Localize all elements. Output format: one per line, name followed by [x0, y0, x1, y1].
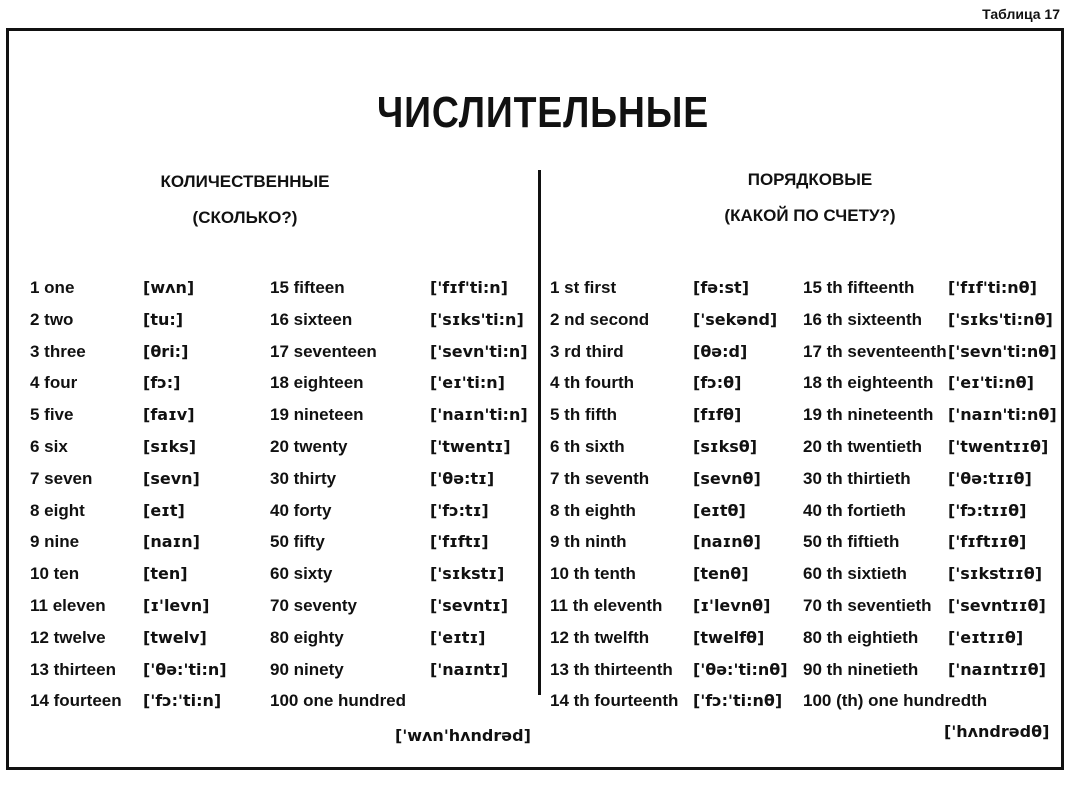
ordinal-left-transcription: ['θə:'ti:nθ] [693, 659, 788, 679]
ordinal-left-transcription: [eɪtθ] [693, 500, 746, 520]
ordinal-right-transcription: ['naɪntɪɪθ] [948, 659, 1046, 679]
cardinal-left-numeral: 14 fourteen [30, 691, 122, 711]
ordinal-right-numeral: 18 th eighteenth [803, 373, 934, 393]
cardinal-right-transcription: ['naɪntɪ] [430, 659, 509, 679]
ordinal-question: (КАКОЙ ПО СЧЕТУ?) [724, 206, 896, 225]
cardinal-left-transcription: [ɪ'levn] [143, 596, 210, 615]
ordinal-left-transcription: [fɔ:θ] [693, 373, 742, 393]
ordinal-left-transcription: [ɪ'levnθ] [693, 596, 771, 615]
cardinal-right-numeral: 15 fifteen [270, 278, 345, 297]
ordinal-left-transcription: ['fɔ:'ti:nθ] [693, 691, 783, 711]
ordinal-right-numeral: 19 th nineteenth [803, 405, 934, 425]
ordinal-left-numeral: 12 th twelfth [550, 627, 650, 647]
cardinal-left-transcription: ['θə:'ti:n] [143, 659, 227, 679]
ordinal-right-numeral: 100 (th) one hundredth [803, 691, 988, 711]
ordinal-left-numeral: 14 th fourteenth [550, 691, 679, 711]
page-title: ЧИСЛИТЕЛЬНЫЕ [376, 88, 710, 137]
cardinal-right-numeral: 40 forty [270, 500, 332, 520]
cardinal-right-transcription: ['fɪftɪ] [430, 532, 489, 552]
cardinal-left-numeral: 1 one [30, 278, 75, 297]
ordinal-left-numeral: 4 th fourth [550, 373, 635, 393]
ordinal-left-numeral: 7 th seventh [550, 468, 650, 488]
cardinal-left-transcription: [twelv] [143, 627, 207, 647]
ordinal-left-numeral: 10 th tenth [550, 564, 636, 584]
table-row [0, 437, 1086, 469]
hundred-transcription: ['wʌn'hʌndrəd] [395, 726, 531, 745]
cardinal-right-numeral: 18 eighteen [270, 373, 364, 393]
cardinal-right-numeral: 80 eighty [270, 627, 344, 647]
ordinal-left-numeral: 1 st first [550, 278, 617, 297]
cardinal-left-numeral: 13 thirteen [30, 659, 116, 679]
ordinal-left-numeral: 9 th ninth [550, 532, 627, 552]
cardinal-right-transcription: ['twentɪ] [430, 437, 511, 456]
cardinal-right-transcription: ['fɔ:tɪ] [430, 500, 489, 520]
table-number: Таблица 17 [982, 6, 1060, 22]
ordinal-left-numeral: 13 th thirteenth [550, 659, 673, 679]
ordinal-right-numeral: 16 th sixteenth [803, 309, 923, 329]
cardinal-left-numeral: 10 ten [30, 564, 80, 584]
ordinal-right-transcription: ['θə:tɪɪθ] [948, 468, 1032, 488]
cardinal-right-numeral: 100 one hundred [270, 691, 407, 711]
ordinal-left-transcription: [fə:st] [693, 278, 750, 297]
cardinal-left-transcription: [tu:] [143, 309, 184, 329]
ordinal-left-transcription: [sɪksθ] [693, 437, 758, 456]
ordinal-left-numeral: 2 nd second [550, 309, 650, 329]
table-row [0, 501, 1086, 533]
cardinal-heading: КОЛИЧЕСТВЕННЫЕ [160, 172, 330, 191]
cardinal-left-numeral: 5 five [30, 405, 74, 425]
ordinal-right-numeral: 90 th ninetieth [803, 659, 919, 679]
ordinal-right-transcription: ['eɪ'ti:nθ] [948, 373, 1034, 393]
ordinal-left-transcription: [θə:d] [693, 341, 748, 361]
cardinal-left-numeral: 4 four [30, 373, 78, 393]
cardinal-right-transcription: ['sɪkstɪ] [430, 564, 505, 584]
ordinal-right-transcription: ['fɪftɪɪθ] [948, 532, 1027, 552]
ordinal-right-transcription: ['sɪkstɪɪθ] [948, 564, 1043, 584]
cardinal-left-transcription: [faɪv] [143, 405, 195, 425]
ordinal-left-transcription: [fɪfθ] [693, 405, 742, 425]
cardinal-left-transcription: [sɪks] [143, 437, 197, 456]
cardinal-right-numeral: 50 fifty [270, 532, 325, 552]
ordinal-left-numeral: 3 rd third [550, 341, 624, 361]
table-row [0, 660, 1086, 692]
ordinal-right-numeral: 40 th fortieth [803, 500, 906, 520]
ordinal-right-transcription: ['twentɪɪθ] [948, 437, 1049, 456]
cardinal-right-transcription: ['eɪtɪ] [430, 627, 486, 647]
cardinal-right-numeral: 90 ninety [270, 659, 344, 679]
cardinal-left-transcription: [wʌn] [143, 278, 195, 297]
table-row [0, 691, 1086, 723]
ordinal-right-numeral: 17 th seventeenth [803, 341, 947, 361]
ordinal-right-transcription: ['sevntɪɪθ] [948, 596, 1046, 615]
cardinal-left-numeral: 8 eight [30, 500, 85, 520]
cardinal-left-numeral: 3 three [30, 341, 86, 361]
cardinal-right-numeral: 60 sixty [270, 564, 333, 584]
cardinal-left-numeral: 6 six [30, 437, 68, 456]
table-row [0, 469, 1086, 501]
cardinal-left-numeral: 7 seven [30, 468, 93, 488]
table-row [0, 628, 1086, 660]
cardinal-left-transcription: [naɪn] [143, 532, 200, 552]
cardinal-right-transcription: ['naɪn'ti:n] [430, 405, 528, 425]
cardinal-left-numeral: 9 nine [30, 532, 80, 552]
cardinal-left-transcription: [sevn] [143, 468, 200, 488]
ordinal-right-numeral: 30 th thirtieth [803, 468, 911, 488]
ordinal-right-numeral: 50 th fiftieth [803, 532, 900, 552]
ordinal-right-numeral: 15 th fifteenth [803, 278, 915, 297]
ordinal-left-transcription: ['sekənd] [693, 309, 778, 329]
cardinal-right-transcription: ['θə:tɪ] [430, 468, 495, 488]
table-row [0, 342, 1086, 374]
cardinal-left-transcription: ['fɔ:'ti:n] [143, 691, 222, 711]
ordinal-right-transcription: ['fɔ:tɪɪθ] [948, 500, 1027, 520]
cardinal-right-transcription: ['eɪ'ti:n] [430, 373, 505, 393]
ordinal-left-numeral: 8 th eighth [550, 500, 636, 520]
cardinal-right-numeral: 19 nineteen [270, 405, 364, 425]
ordinal-right-numeral: 20 th twentieth [803, 437, 923, 456]
ordinal-right-transcription: ['naɪn'ti:nθ] [948, 405, 1057, 425]
table-row [0, 310, 1086, 342]
ordinal-right-transcription: ['sevn'ti:nθ] [948, 341, 1057, 361]
table-row [0, 373, 1086, 405]
cardinal-right-transcription: ['sevntɪ] [430, 596, 509, 615]
cardinal-left-numeral: 2 two [30, 309, 74, 329]
ordinal-left-numeral: 5 th fifth [550, 405, 618, 425]
cardinal-left-transcription: [θri:] [143, 341, 189, 361]
ordinal-left-transcription: [naɪnθ] [693, 532, 761, 552]
cardinal-left-numeral: 11 eleven [30, 596, 106, 615]
cardinal-right-numeral: 20 twenty [270, 437, 348, 456]
ordinal-right-numeral: 70 th seventieth [803, 596, 932, 615]
cardinal-left-transcription: [ten] [143, 564, 188, 584]
table-row [0, 596, 1086, 628]
hundredth-transcription: ['hʌndrədθ] [944, 722, 1050, 741]
ordinal-heading: ПОРЯДКОВЫЕ [747, 170, 873, 189]
cardinal-left-numeral: 12 twelve [30, 627, 106, 647]
cardinal-right-numeral: 17 seventeen [270, 341, 377, 361]
table-row [0, 564, 1086, 596]
cardinal-right-numeral: 30 thirty [270, 468, 337, 488]
ordinal-left-transcription: [twelfθ] [693, 627, 765, 647]
ordinal-right-transcription: ['sɪks'ti:nθ] [948, 309, 1053, 329]
table-row [0, 405, 1086, 437]
ordinal-right-transcription: ['fɪf'ti:nθ] [948, 278, 1037, 297]
ordinal-left-transcription: [sevnθ] [693, 468, 761, 488]
table-row [0, 278, 1086, 310]
ordinal-right-transcription: ['eɪtɪɪθ] [948, 627, 1024, 647]
ordinal-left-numeral: 11 th eleventh [550, 596, 663, 615]
ordinal-right-numeral: 60 th sixtieth [803, 564, 907, 584]
ordinal-left-transcription: [tenθ] [693, 564, 749, 584]
cardinal-right-transcription: ['fɪf'ti:n] [430, 278, 508, 297]
ordinal-left-numeral: 6 th sixth [550, 437, 625, 456]
table-row [0, 532, 1086, 564]
cardinal-left-transcription: [fɔ:] [143, 373, 181, 393]
cardinal-right-transcription: ['sevn'ti:n] [430, 341, 528, 361]
cardinal-question: (СКОЛЬКО?) [192, 208, 298, 227]
cardinal-right-transcription: ['sɪks'ti:n] [430, 309, 524, 329]
cardinal-left-transcription: [eɪt] [143, 500, 185, 520]
cardinal-right-numeral: 16 sixteen [270, 309, 353, 329]
cardinal-right-numeral: 70 seventy [270, 596, 357, 615]
ordinal-right-numeral: 80 th eightieth [803, 627, 919, 647]
